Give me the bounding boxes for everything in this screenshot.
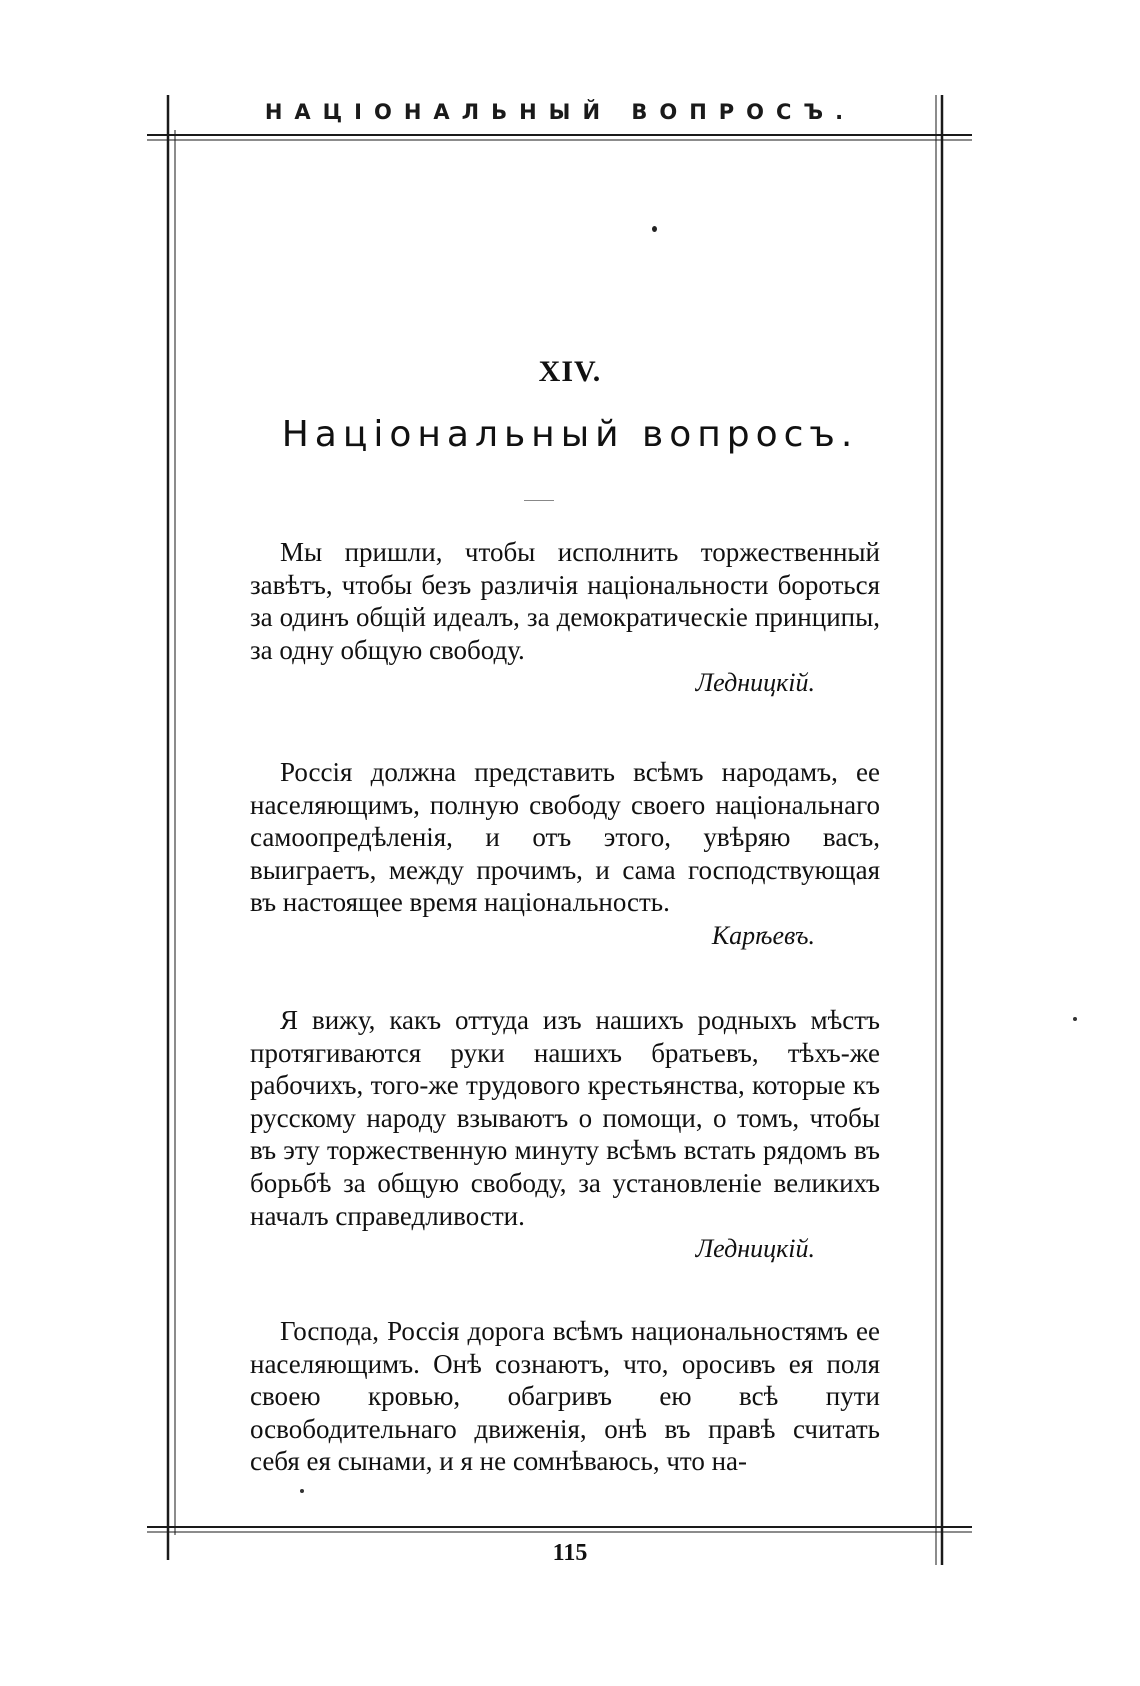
quote-text: Россія должна представить всѣмъ народамъ, ее населяющимъ, полную свободу своего національнаго самоопредѣленія, и отъ этого, увѣряю васъ, выиграетъ, между прочимъ, и сама господствующая въ настоящее время національность. [250,757,880,918]
quote-block [250,1004,880,1264]
quote-text: Мы пришли, чтобы исполнить торжественный завѣтъ, чтобы безъ различія національности бороться за одинъ общій идеалъ, за демократическіе принципы, за одну общую свободу. [250,537,880,665]
chapter-number: XIV. [538,355,602,388]
page-number: 115 [552,1540,588,1566]
quote-block [250,536,880,698]
stray-mark [1073,1017,1077,1021]
separator-dash [524,500,554,501]
quote-text: Я вижу, какъ оттуда изъ нашихъ родныхъ мѣстъ протягиваются руки нашихъ братьевъ, тѣхъ-же рабочихъ, того-же трудового крестьянства, которые къ русскому народу взываютъ о помощи, о томъ, чтобы въ эту торжественную минуту всѣмъ встать рядомъ въ борьбѣ за общую свободу, за установленіе великихъ началъ справедливости. [250,1005,880,1231]
running-head: НАЦІОНАЛЬНЫЙ ВОПРОСЪ. [264,100,856,124]
print-mark [652,226,657,232]
quote-text: Господа, Россія дорога всѣмъ национальностямъ ее населяющимъ. Онѣ сознаютъ, что, оросивъ ея поля своею кровью, обагривъ ею всѣ пути освободительнаго движенія, онѣ въ правѣ считать себя ея сынами, и я не сомнѣваюсь, что на- [250,1316,880,1477]
quote-block [250,1315,880,1478]
quote-author: Ледницкій. [695,668,815,698]
quote-author: Карѣевъ. [711,920,815,950]
quote-author: Ледницкій. [695,1234,815,1264]
chapter-title: Національный вопросъ. [281,414,859,455]
stray-mark [300,1489,304,1493]
quote-block [250,756,880,951]
